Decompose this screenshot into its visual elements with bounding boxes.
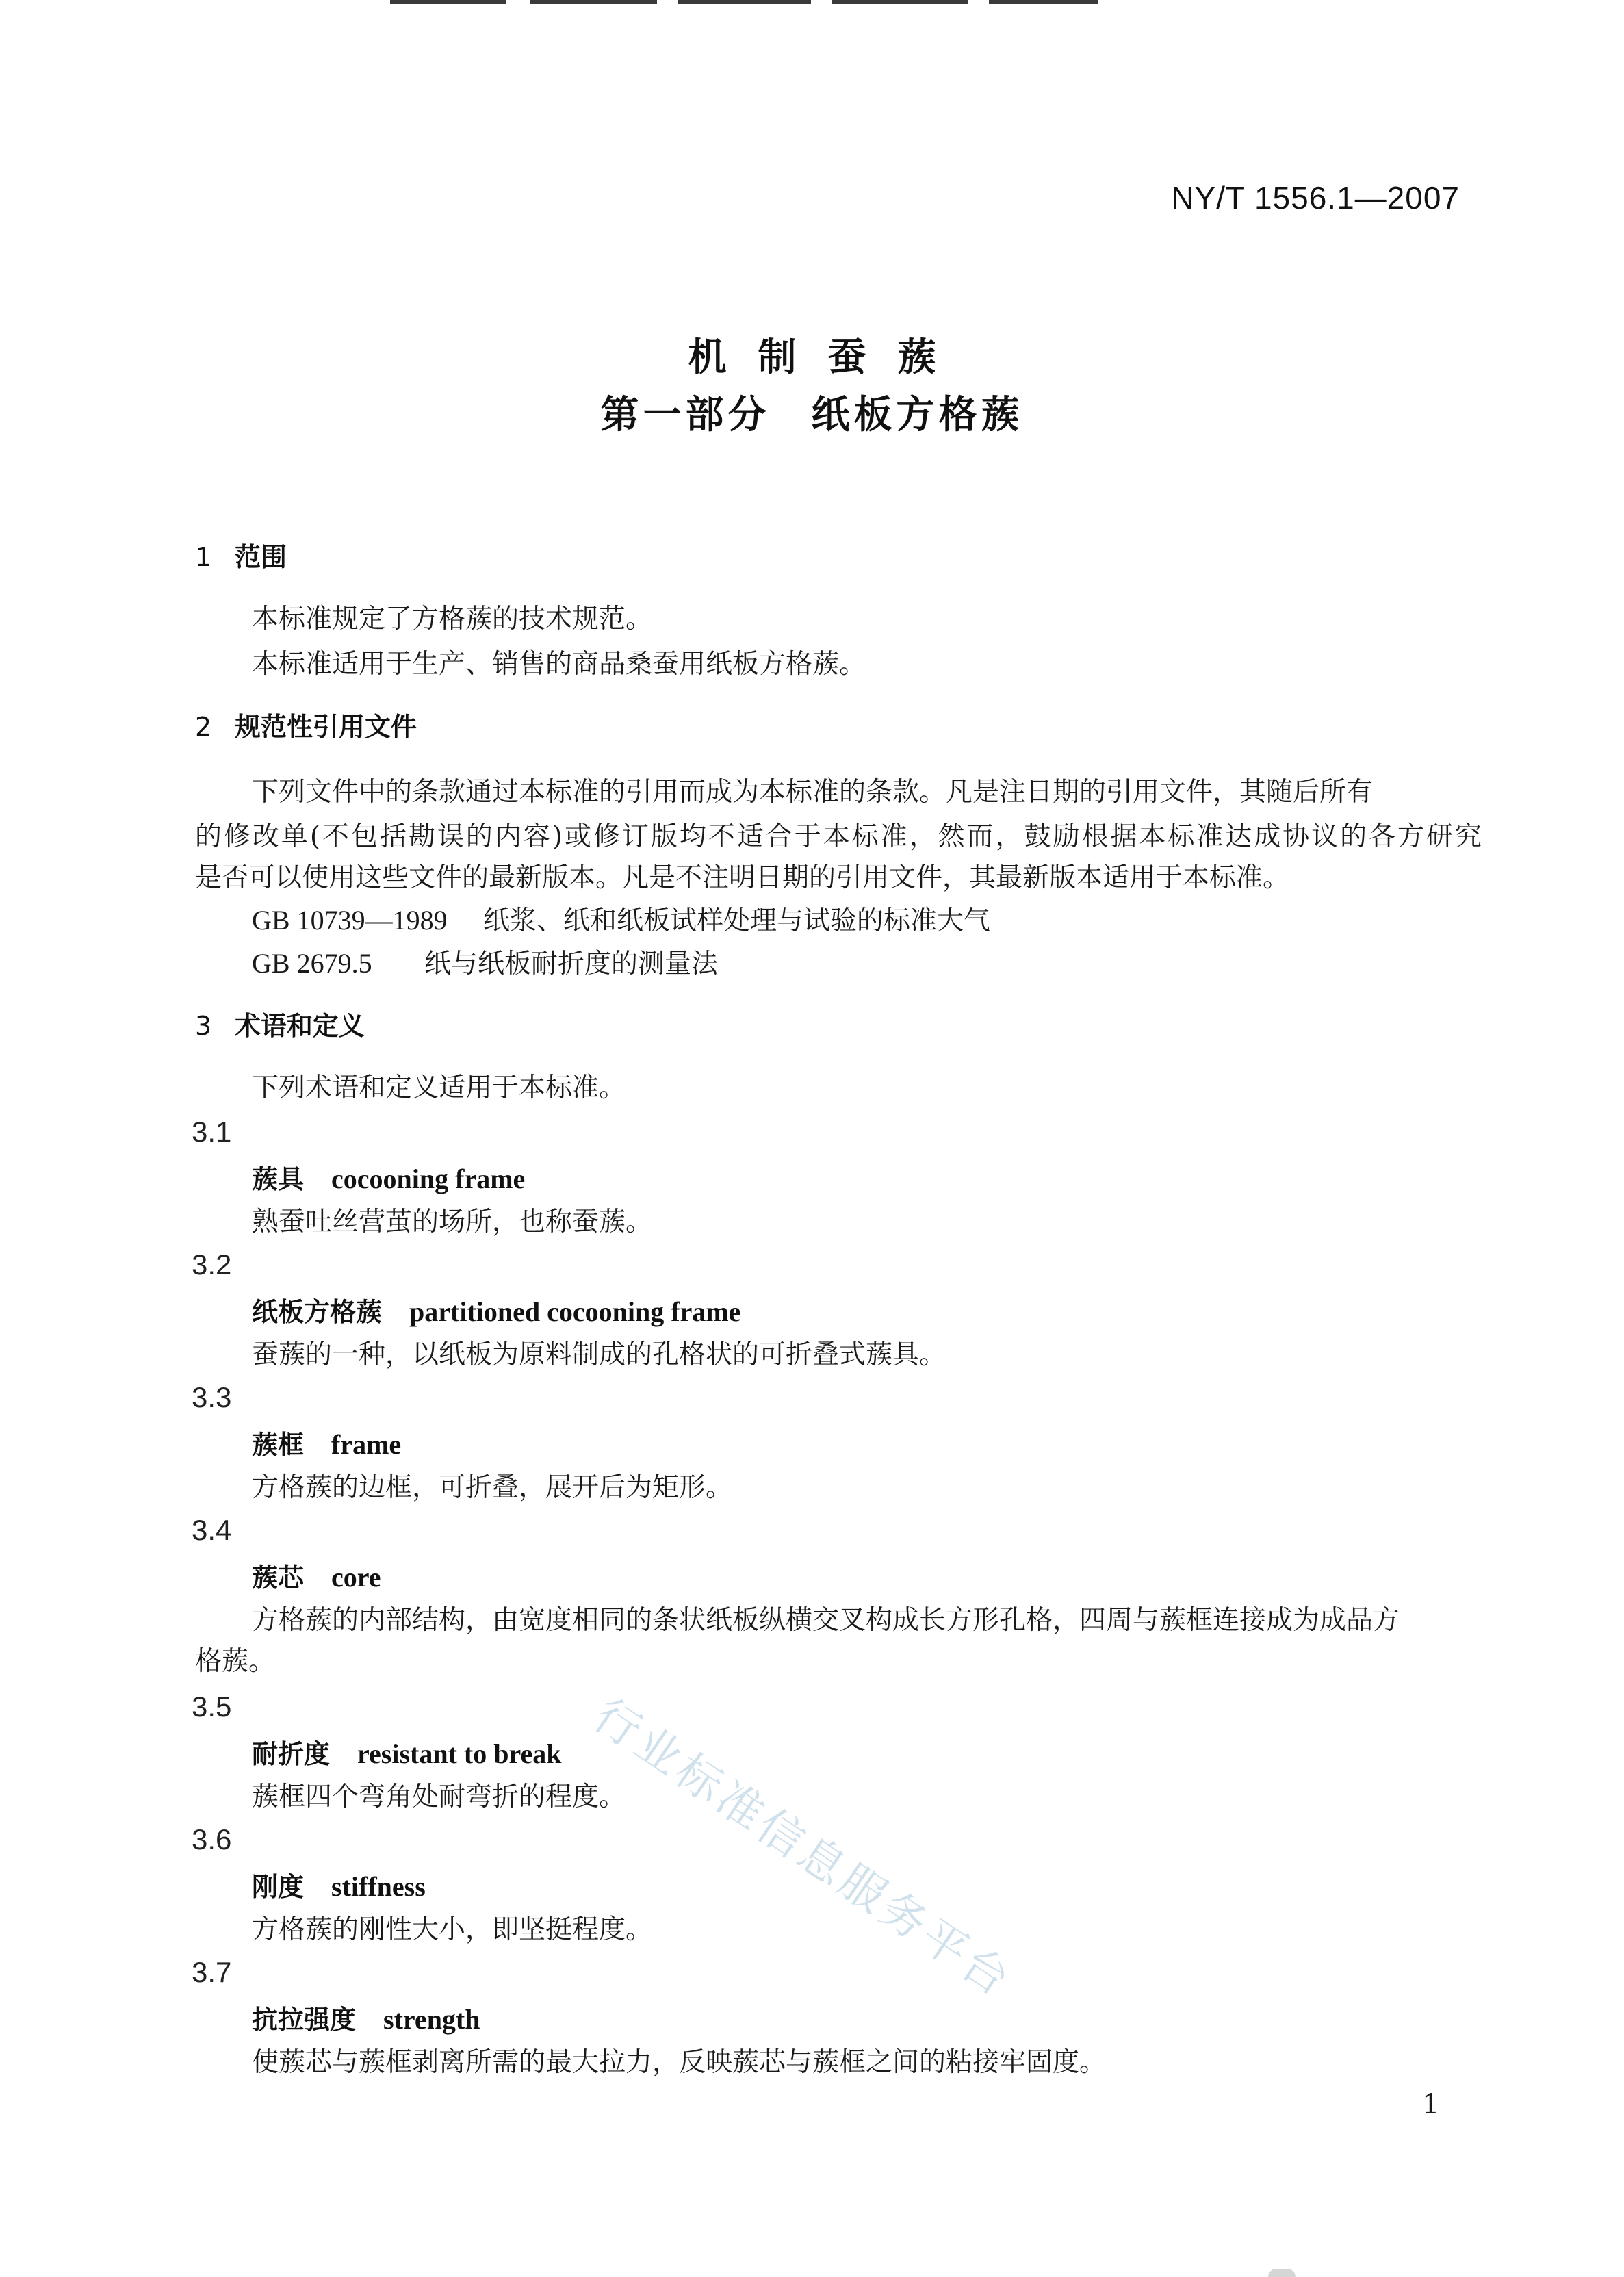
section-number: 1 <box>195 542 212 572</box>
section-number: 3 <box>195 1011 212 1041</box>
section-2-heading <box>195 714 417 740</box>
term-definition: 蚕蔟的一种，以纸板为原料制成的孔格状的可折叠式蔟具。 <box>252 1339 946 1370</box>
term-definition: 蔟框四个弯角处耐弯折的程度。 <box>252 1781 626 1812</box>
term-heading <box>252 1298 740 1326</box>
term-zh: 蔟芯 <box>252 1562 305 1593</box>
term-en: stiffness <box>331 1871 426 1902</box>
standard-code: NY/T 1556.1—2007 <box>1171 180 1460 216</box>
term-zh: 耐折度 <box>252 1738 331 1769</box>
term-definition: 方格蔟的边框，可折叠，展开后为矩形。 <box>252 1472 733 1503</box>
paragraph: 本标准规定了方格蔟的技术规范。 <box>252 604 653 634</box>
document-subtitle <box>0 385 1624 439</box>
term-zh: 抗拉强度 <box>252 2004 357 2035</box>
reference-code: GB 2679.5 <box>252 948 372 979</box>
term-heading <box>252 1163 526 1194</box>
term-en: frame <box>331 1429 402 1460</box>
reference-name: 纸与纸板耐折度的测量法 <box>424 949 719 979</box>
term-en: resistant to break <box>357 1738 562 1769</box>
term-zh: 蔟具 <box>252 1163 305 1194</box>
term-heading <box>252 2006 480 2033</box>
term-heading <box>252 1873 426 1901</box>
term-heading <box>252 1740 562 1768</box>
reference-item <box>252 907 990 934</box>
section-title: 范围 <box>235 542 287 572</box>
section-3-heading <box>195 1013 365 1039</box>
term-definition: 使蔟芯与蔟框剥离所需的最大拉力，反映蔟芯与蔟框之间的粘接牢固度。 <box>252 2047 1107 2078</box>
term-definition: 方格蔟的内部结构，由宽度相同的条状纸板纵横交叉构成长方形孔格，四周与蔟框连接成为成品方 <box>252 1605 1400 1636</box>
term-en: cocooning frame <box>331 1163 526 1194</box>
paragraph: 下列术语和定义适用于本标准。 <box>252 1072 626 1103</box>
term-en: strength <box>383 2004 480 2035</box>
term-zh: 刚度 <box>252 1871 305 1902</box>
term-zh: 纸板方格蔟 <box>252 1296 383 1327</box>
paragraph-line: 是否可以使用这些文件的最新版本。凡是不注明日期的引用文件，其最新版本适用于本标准。 <box>195 862 1290 893</box>
section-1-heading <box>195 544 287 570</box>
term-number: 3.4 <box>192 1514 232 1546</box>
term-number: 3.1 <box>192 1116 232 1148</box>
term-number: 3.5 <box>192 1690 232 1723</box>
section-title: 规范性引用文件 <box>235 712 417 742</box>
term-number: 3.7 <box>192 1956 232 1988</box>
reference-code: GB 10739—1989 <box>252 905 448 936</box>
term-number: 3.2 <box>192 1248 232 1281</box>
term-heading <box>252 1431 401 1458</box>
paragraph-line: 下列文件中的条款通过本标准的引用而成为本标准的条款。凡是注日期的引用文件，其随后所有 <box>252 777 1374 808</box>
term-en: core <box>331 1562 381 1593</box>
page-corner-mark <box>1268 2269 1296 2277</box>
term-definition-continued: 格蔟。 <box>195 1646 276 1677</box>
section-number: 2 <box>195 712 212 742</box>
document-title: 机制蚕蔟 <box>688 335 968 380</box>
term-definition: 方格蔟的刚性大小，即坚挺程度。 <box>252 1914 653 1945</box>
paragraph-line: 的修改单(不包括勘误的内容)或修订版均不适合于本标准，然而，鼓励根据本标准达成协议的各方研究 <box>195 821 1482 852</box>
reference-item <box>252 950 718 977</box>
term-zh: 蔟框 <box>252 1429 305 1460</box>
term-number: 3.3 <box>192 1381 232 1413</box>
term-en: partitioned cocooning frame <box>409 1296 741 1327</box>
subtitle-name: 纸板方格蔟 <box>811 393 1024 437</box>
term-heading <box>252 1564 381 1591</box>
section-title: 术语和定义 <box>235 1011 365 1041</box>
page-number: 1 <box>1422 2089 1440 2120</box>
term-definition: 熟蚕吐丝营茧的场所，也称蚕蔟。 <box>252 1207 653 1237</box>
watermark: 行业标准信息服务平台 <box>584 1688 1022 2008</box>
paragraph: 本标准适用于生产、销售的商品桑蚕用纸板方格蔟。 <box>252 649 866 680</box>
subtitle-part: 第一部分 <box>600 393 771 437</box>
term-number: 3.6 <box>192 1823 232 1855</box>
reference-name: 纸浆、纸和纸板试样处理与试验的标准大气 <box>483 905 991 936</box>
scan-top-marks <box>383 0 1136 5</box>
